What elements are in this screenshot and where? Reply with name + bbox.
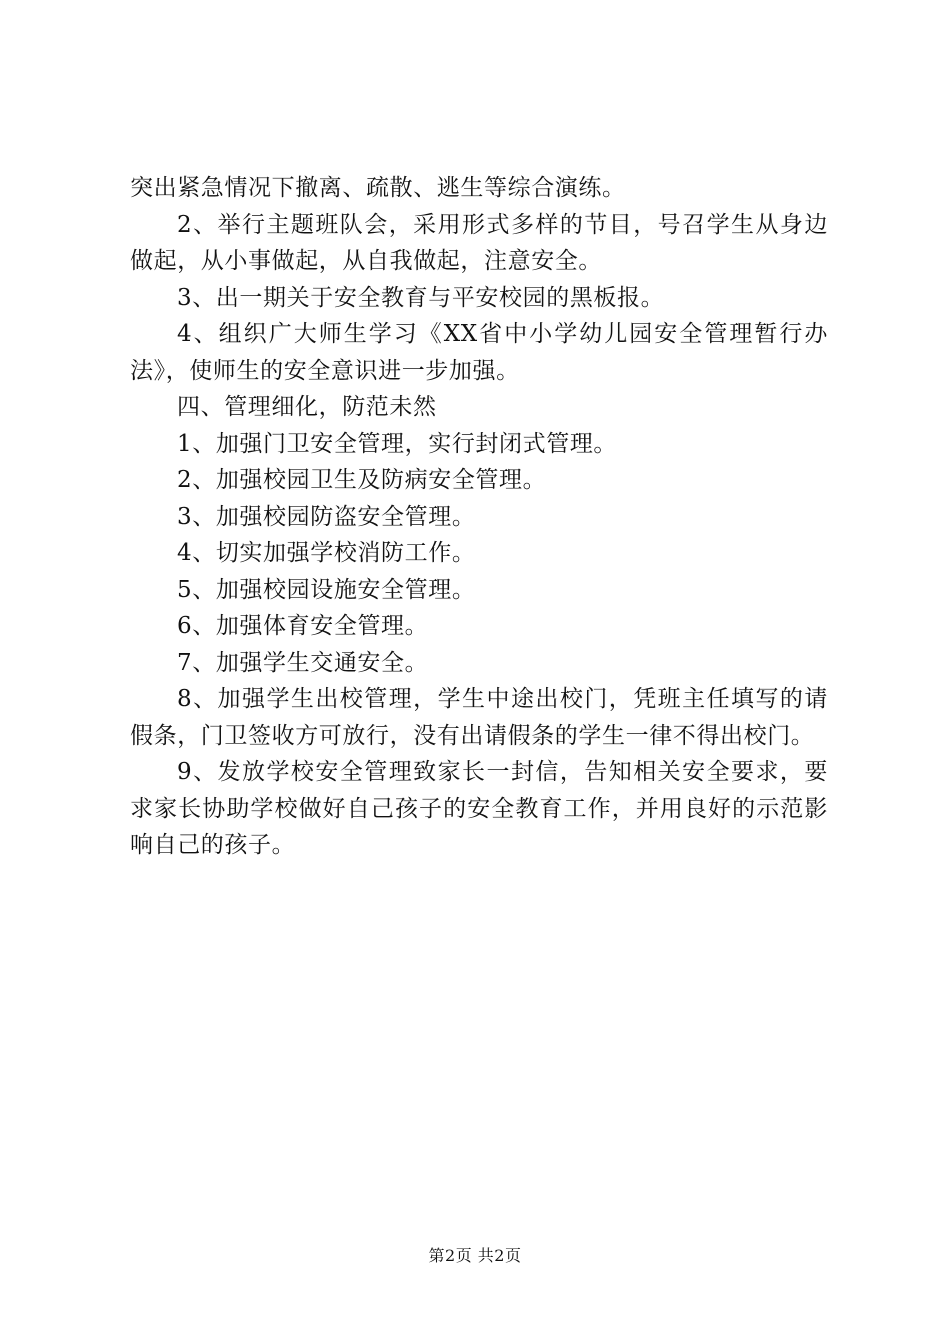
document-body [130,170,828,864]
list-item: 2、加强校园卫生及防病安全管理。 [177,467,547,493]
list-item: 8、加强学生出校管理，学生中途出校门，凭班主任填写的请假条，门卫签收方可放行，没有出请假条的学生一律不得出校门。 [130,686,828,749]
paragraph-4: 4、组织广大师生学习《XX省中小学幼儿园安全管理暂行办法》，使师生的安全意识进一步加强。 [130,321,828,384]
paragraph-1: 突出紧急情况下撤离、疏散、逃生等综合演练。 [130,175,626,201]
list-item: 5、加强校园设施安全管理。 [177,576,476,603]
section-heading: 四、管理细化，防范未然 [177,394,437,420]
paragraph-3: 3、出一期关于安全教育与平安校园的黑板报。 [177,284,665,311]
list-item: 9、发放学校安全管理致家长一封信，告知相关安全要求，要求家长协助学校做好自己孩子的安全教育工作，并用良好的示范影响自己的孩子。 [130,759,828,858]
list-item: 4、切实加强学校消防工作。 [177,540,476,566]
paragraph-2: 2、举行主题班队会，采用形式多样的节目，号召学生从身边做起，从小事做起，从自我做起，注意安全。 [130,211,828,274]
list-item: 3、加强校园防盗安全管理。 [177,503,476,530]
list-item: 1、加强门卫安全管理，实行封闭式管理。 [177,430,618,457]
page-footer: 第2页 共2页 [428,1246,522,1265]
list-item: 7、加强学生交通安全。 [177,649,429,676]
list-item: 6、加强体育安全管理。 [177,613,429,639]
